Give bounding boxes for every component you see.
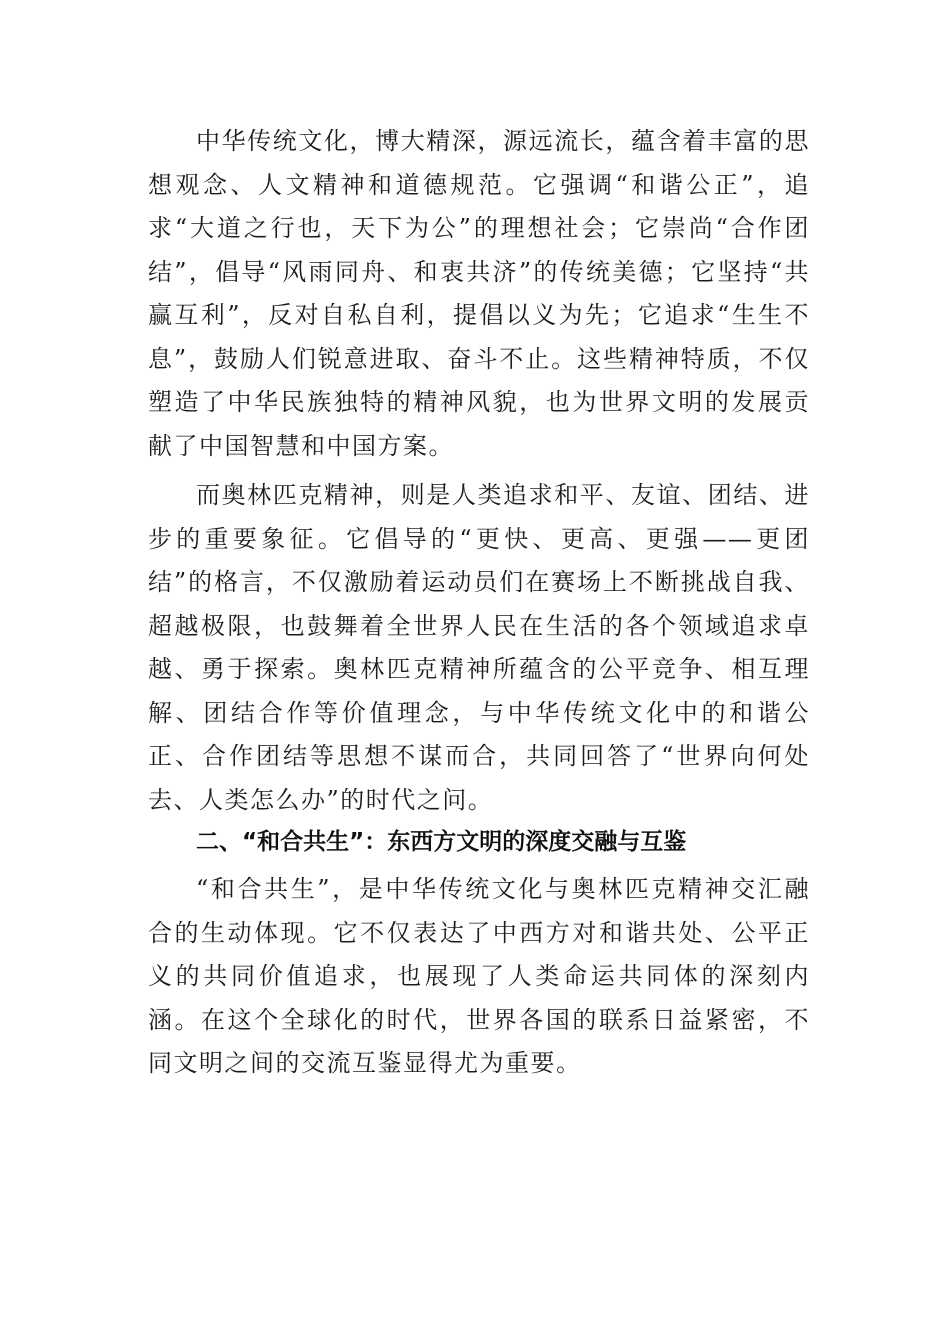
paragraph-traditional-culture: 中华传统文化，博大精深，源远流长，蕴含着丰富的思想观念、人文精神和道德规范。它强调“和谐公正”，追求“大道之行也，天下为公”的理想社会；它崇尚“合作团结”，倡导“风雨同舟、和衷共济”的传统美德；它坚持“共赢互利”，反对自私自利，提倡以义为先；它追求“生生不息”，鼓励人们锐意进取、奋斗不止。这些精神特质，不仅塑造了中华民族独特的精神风貌，也为世界文明的发展贡献了中国智慧和中国方案。 <box>148 127 810 460</box>
body-paragraph-block <box>148 474 810 822</box>
section-heading: 二、“和合共生”：东西方文明的深度交融与互鉴 <box>196 829 687 855</box>
body-paragraph-block <box>148 868 810 1086</box>
paragraph-olympic-spirit: 而奥林匹克精神，则是人类追求和平、友谊、团结、进步的重要象征。它倡导的“更快、更高、更强——更团结”的格言，不仅激励着运动员们在赛场上不断挑战自我、超越极限，也鼓舞着全世界人民在生活的各个领域追求卓越、勇于探索。奥林匹克精神所蕴含的公平竞争、相互理解、团结合作等价值理念，与中华传统文化中的和谐公正、合作团结等思想不谋而合，共同回答了“世界向何处去、人类怎么办”的时代之问。 <box>148 481 810 814</box>
paragraph-harmony-coexistence: “和合共生”，是中华传统文化与奥林匹克精神交汇融合的生动体现。它不仅表达了中西方对和谐共处、公平正义的共同价值追求，也展现了人类命运共同体的深刻内涵。在这个全球化的时代，世界各国的联系日益紧密，不同文明之间的交流互鉴显得尤为重要。 <box>148 875 810 1077</box>
body-paragraph-block <box>148 120 810 468</box>
